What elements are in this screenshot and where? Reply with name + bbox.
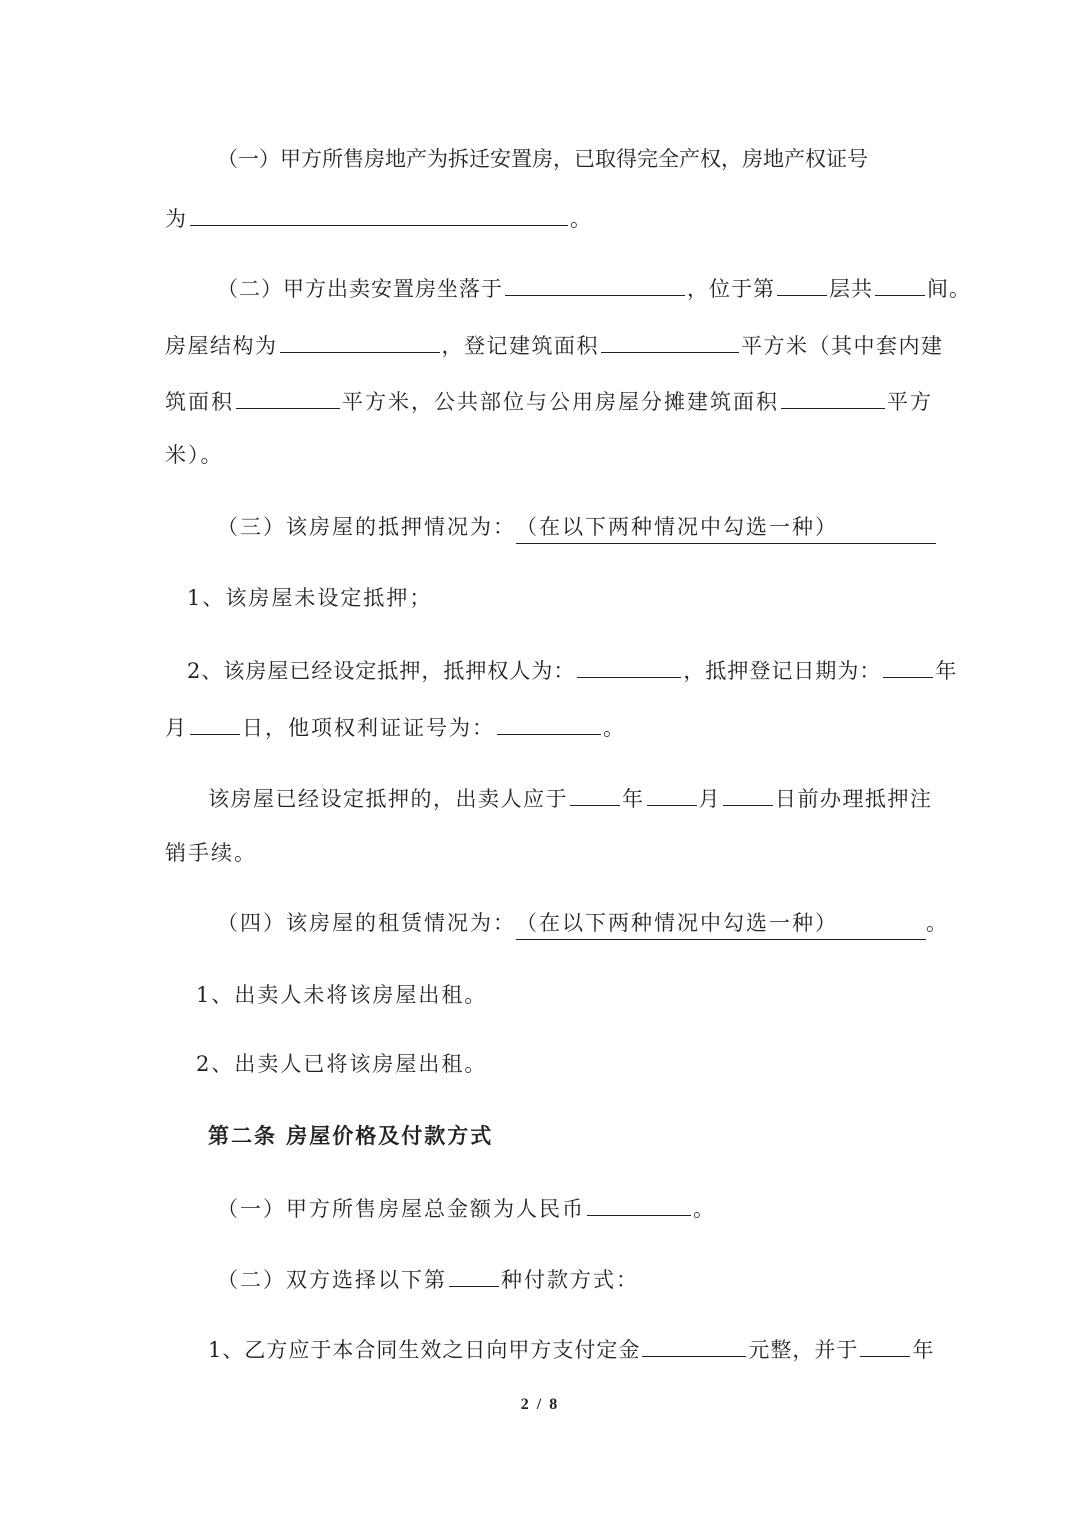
deposit-year-blank[interactable]: [860, 1332, 910, 1357]
text: 日前办理抵押注: [775, 787, 933, 811]
paragraph-2-line-4: [165, 440, 917, 470]
release-day-blank[interactable]: [723, 781, 773, 806]
release-year-blank[interactable]: [570, 781, 620, 806]
text: （二）双方选择以下第: [217, 1268, 447, 1292]
text: 1、该房屋未设定抵押；: [187, 586, 433, 610]
lease-choice-underline: [516, 908, 926, 940]
text: 第二条 房屋价格及付款方式: [208, 1123, 494, 1148]
text: 1、出卖人未将该房屋出租。: [196, 983, 488, 1007]
mortgage-option-2-line-1: [187, 653, 958, 686]
text: 年: [935, 659, 958, 683]
text: （四）该房屋的租赁情况为：: [217, 911, 516, 935]
paragraph-2-line-1: [217, 271, 971, 304]
property-cert-blank[interactable]: [190, 201, 568, 226]
mortgage-heading: [217, 512, 917, 544]
inner-area-blank[interactable]: [236, 384, 340, 409]
text: 元整，并于: [748, 1338, 859, 1362]
release-month-blank[interactable]: [647, 781, 697, 806]
text: （二）甲方出卖安置房坐落于: [217, 277, 503, 301]
page-number: 2 / 8: [520, 1396, 560, 1413]
floor-blank[interactable]: [777, 271, 827, 296]
text: （一）甲方所售房屋总金额为人民币: [217, 1197, 585, 1221]
text: 。: [570, 207, 593, 231]
area-blank[interactable]: [601, 328, 739, 353]
certificate-number-blank[interactable]: [497, 710, 601, 735]
structure-blank[interactable]: [280, 328, 440, 353]
paragraph-1-line-1: [165, 144, 917, 174]
text: ，登记建筑面积: [441, 334, 599, 358]
paragraph-1-line-2: [165, 201, 917, 234]
payment-choice-line: [217, 1262, 917, 1295]
deposit-line: [208, 1332, 935, 1365]
lease-option-1: [196, 980, 948, 1010]
text: 平方: [887, 390, 933, 414]
text: 月: [165, 716, 188, 740]
text: 米）。: [165, 443, 224, 467]
mortgage-option-2-line-2: [165, 710, 917, 743]
text: 2、出卖人已将该房屋出租。: [196, 1052, 488, 1076]
text: 。: [693, 1197, 716, 1221]
text: 房屋结构为: [165, 334, 278, 358]
lease-heading: [217, 908, 949, 940]
text: 为: [165, 207, 188, 231]
mortgage-option-1: [187, 583, 939, 613]
payment-method-blank[interactable]: [449, 1262, 499, 1287]
text: ，位于第: [687, 277, 775, 301]
location-blank[interactable]: [505, 271, 685, 296]
text: 1、乙方应于本合同生效之日向甲方支付定金: [208, 1338, 641, 1362]
mortgage-note-line-1: [208, 781, 933, 814]
lease-option-2: [196, 1049, 948, 1079]
text: 平方米，公共部位与公用房屋分摊建筑面积: [342, 390, 779, 414]
text: 。: [603, 716, 626, 740]
text: （在以下两种情况中勾选一种）: [516, 911, 838, 935]
text: 该房屋已经设定抵押的，出卖人应于: [208, 787, 568, 811]
paragraph-2-line-2: [165, 328, 944, 361]
mortgage-month-blank[interactable]: [190, 710, 240, 735]
total-price-blank[interactable]: [587, 1191, 691, 1216]
paragraph-2-line-3: [165, 384, 933, 417]
text: 种付款方式：: [501, 1268, 639, 1292]
text: ，抵押登记日期为：: [683, 659, 882, 683]
mortgage-choice-underline: [516, 512, 936, 544]
text: 间。: [927, 277, 971, 301]
text: 销手续。: [165, 841, 257, 865]
mortgage-year-blank[interactable]: [883, 653, 933, 678]
text: 年: [622, 787, 645, 811]
deposit-blank[interactable]: [642, 1332, 746, 1357]
text: 。: [926, 911, 949, 935]
text: 2、该房屋已经设定抵押，抵押权人为：: [187, 659, 576, 683]
text: 月: [698, 787, 721, 811]
text: 平方米（其中套内建: [741, 334, 944, 358]
text: （在以下两种情况中勾选一种）: [516, 515, 838, 539]
mortgage-note-line-2: [165, 838, 917, 868]
text: （三）该房屋的抵押情况为：: [217, 515, 516, 539]
shared-area-blank[interactable]: [781, 384, 885, 409]
price-line: [217, 1191, 917, 1224]
text: 层共: [829, 277, 873, 301]
mortgagee-blank[interactable]: [577, 653, 681, 678]
rooms-blank[interactable]: [875, 271, 925, 296]
article-2-title: [208, 1121, 960, 1151]
text: 筑面积: [165, 390, 234, 414]
text: 年: [912, 1338, 935, 1362]
text: 日，他项权利证证号为：: [242, 716, 495, 740]
text: （一）甲方所售房地产为拆迁安置房，已取得完全产权，房地产权证号: [217, 147, 868, 171]
